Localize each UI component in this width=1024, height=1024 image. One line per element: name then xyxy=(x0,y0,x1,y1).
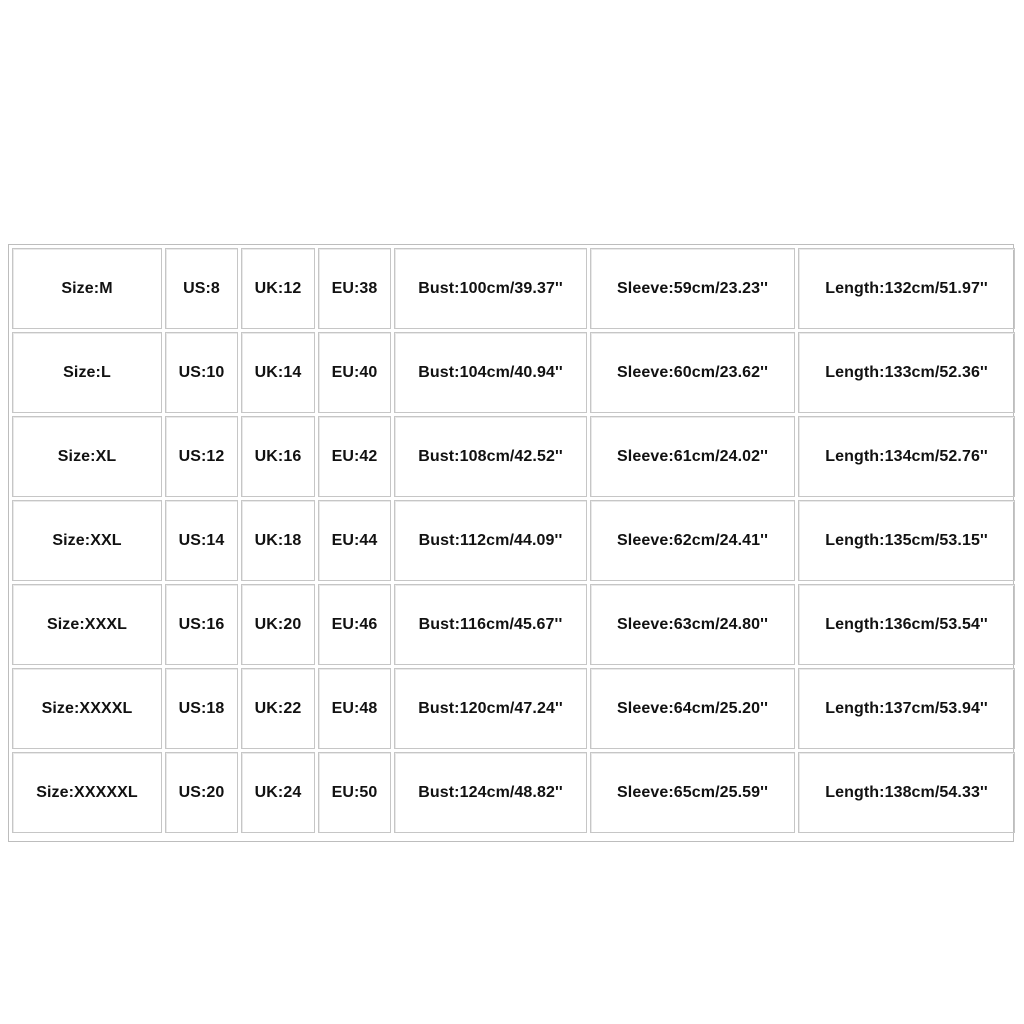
table-cell-eu: EU:38 xyxy=(318,248,391,329)
table-cell-bust: Bust:100cm/39.37'' xyxy=(394,248,587,329)
table-cell-uk: UK:20 xyxy=(241,584,315,665)
table-cell-length: Length:137cm/53.94'' xyxy=(798,668,1015,749)
table-cell-us: US:20 xyxy=(165,752,238,833)
table-cell-us: US:12 xyxy=(165,416,238,497)
table-cell-size: Size:M xyxy=(12,248,162,329)
table-cell-uk: UK:12 xyxy=(241,248,315,329)
table-cell-size: Size:XXXXL xyxy=(12,668,162,749)
table-cell-us: US:8 xyxy=(165,248,238,329)
table-cell-bust: Bust:112cm/44.09'' xyxy=(394,500,587,581)
table-cell-length: Length:136cm/53.54'' xyxy=(798,584,1015,665)
table-cell-length: Length:133cm/52.36'' xyxy=(798,332,1015,413)
table-cell-eu: EU:46 xyxy=(318,584,391,665)
table-cell-eu: EU:42 xyxy=(318,416,391,497)
size-chart-table xyxy=(8,244,1014,842)
table-cell-us: US:14 xyxy=(165,500,238,581)
table-cell-bust: Bust:120cm/47.24'' xyxy=(394,668,587,749)
table-cell-length: Length:132cm/51.97'' xyxy=(798,248,1015,329)
table-cell-bust: Bust:108cm/42.52'' xyxy=(394,416,587,497)
table-cell-bust: Bust:104cm/40.94'' xyxy=(394,332,587,413)
table-cell-bust: Bust:124cm/48.82'' xyxy=(394,752,587,833)
table-cell-uk: UK:22 xyxy=(241,668,315,749)
table-cell-size: Size:L xyxy=(12,332,162,413)
table-cell-us: US:10 xyxy=(165,332,238,413)
table-cell-length: Length:134cm/52.76'' xyxy=(798,416,1015,497)
table-cell-length: Length:135cm/53.15'' xyxy=(798,500,1015,581)
table-cell-sleeve: Sleeve:65cm/25.59'' xyxy=(590,752,795,833)
table-cell-uk: UK:18 xyxy=(241,500,315,581)
table-cell-bust: Bust:116cm/45.67'' xyxy=(394,584,587,665)
table-cell-sleeve: Sleeve:64cm/25.20'' xyxy=(590,668,795,749)
table-cell-us: US:16 xyxy=(165,584,238,665)
table-cell-length: Length:138cm/54.33'' xyxy=(798,752,1015,833)
table-cell-eu: EU:50 xyxy=(318,752,391,833)
table-cell-uk: UK:24 xyxy=(241,752,315,833)
table-cell-sleeve: Sleeve:62cm/24.41'' xyxy=(590,500,795,581)
table-cell-sleeve: Sleeve:63cm/24.80'' xyxy=(590,584,795,665)
table-cell-sleeve: Sleeve:59cm/23.23'' xyxy=(590,248,795,329)
table-cell-size: Size:XXL xyxy=(12,500,162,581)
table-cell-eu: EU:44 xyxy=(318,500,391,581)
table-cell-uk: UK:14 xyxy=(241,332,315,413)
table-cell-sleeve: Sleeve:60cm/23.62'' xyxy=(590,332,795,413)
table-cell-eu: EU:40 xyxy=(318,332,391,413)
table-cell-sleeve: Sleeve:61cm/24.02'' xyxy=(590,416,795,497)
table-cell-size: Size:XL xyxy=(12,416,162,497)
table-cell-us: US:18 xyxy=(165,668,238,749)
table-cell-eu: EU:48 xyxy=(318,668,391,749)
table-cell-uk: UK:16 xyxy=(241,416,315,497)
table-cell-size: Size:XXXXXL xyxy=(12,752,162,833)
table-cell-size: Size:XXXL xyxy=(12,584,162,665)
